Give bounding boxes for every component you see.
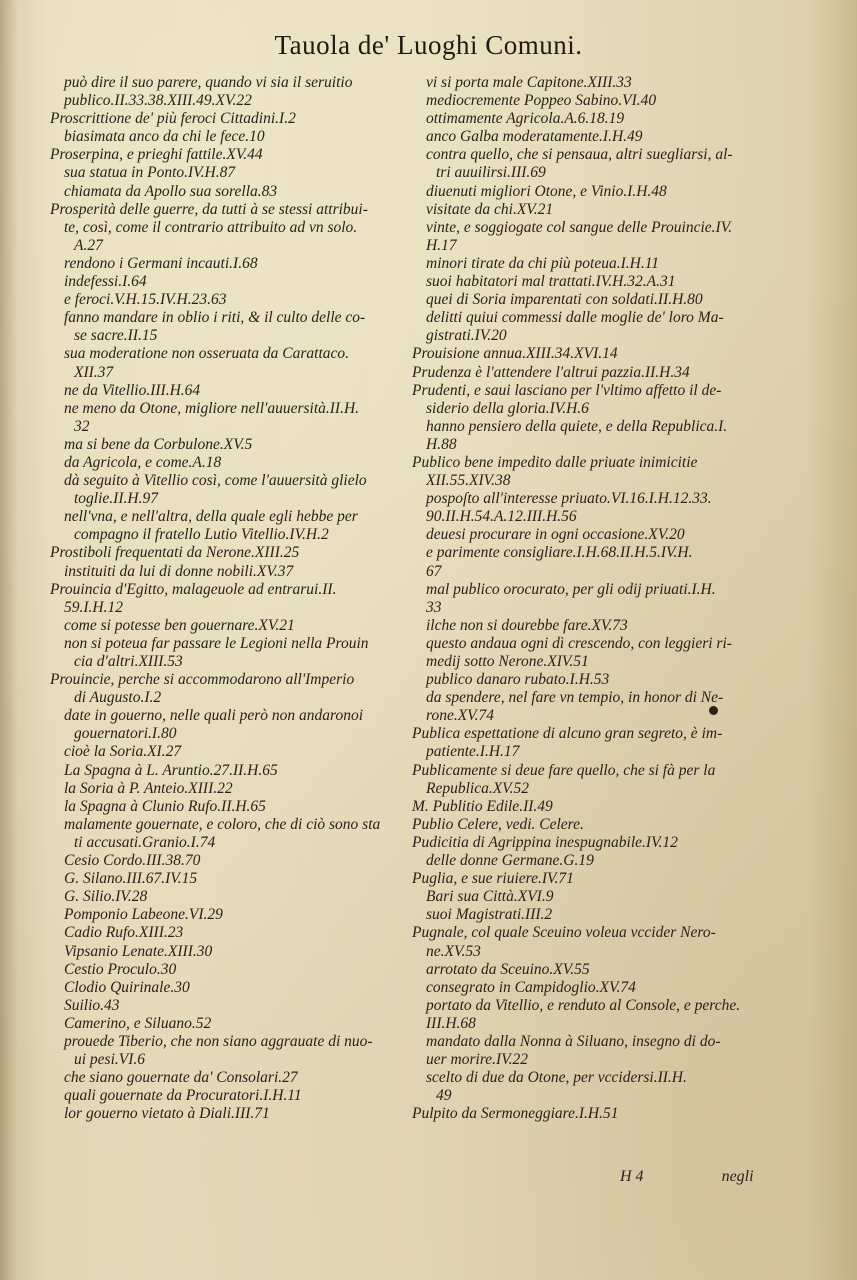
index-entry-left: può dire il suo parere, quando vi sia il seruitio	[64, 74, 353, 91]
index-entry-right: M. Publitio Edile.II.49	[412, 797, 553, 815]
index-entry-right: Pudicitia di Agrippina inespugnabile.IV.12	[412, 833, 678, 851]
index-entry-left: la Spagna à Clunio Rufo.II.H.65	[64, 797, 266, 815]
index-column-right	[412, 74, 792, 1123]
index-entry-right: ne.XV.53	[426, 942, 481, 960]
index-entry-right: diuenuti migliori Otone, e Vinio.I.H.48	[426, 182, 667, 200]
index-entry-left: ti accusati.Granio.I.74	[74, 833, 216, 851]
index-entry-right: Pugnale, col quale Sceuino voleua vccider Nero-	[412, 924, 716, 942]
index-entry-left: malamente gouernate, e coloro, che di ciò sono sta	[64, 815, 381, 833]
index-entry-right: Pulpito da Sermoneggiare.I.H.51	[412, 1105, 619, 1123]
index-entry-right: deuesi procurare in ogni occasione.XV.20	[426, 526, 685, 544]
index-entry-left: te, così, come il contrario attribuito ad vn solo.	[64, 218, 358, 236]
index-entry-left: biasimata anco da chi le fece.10	[64, 128, 265, 146]
index-entry-left: toglie.II.H.97	[74, 490, 158, 508]
index-entry-left: quali gouernate da Procuratori.I.H.11	[64, 1087, 302, 1105]
index-entry-left: prouede Tiberio, che non siano aggrauate di nuo-	[64, 1032, 373, 1050]
index-entry-left: che siano gouernate da' Consolari.27	[64, 1069, 298, 1087]
index-entry-left: ma si bene da Corbulone.XV.5	[64, 435, 253, 453]
index-column-left	[50, 74, 410, 1123]
index-entry-left: e feroci.V.H.15.IV.H.23.63	[64, 291, 227, 309]
index-entry-right: patiente.I.H.17	[426, 743, 520, 761]
index-entry-left: sua moderatione non osseruata da Carattaco.	[64, 345, 350, 363]
index-entry-right: Prudenti, e saui lasciano per l'vltimo affetto il de-	[412, 381, 722, 399]
index-entry-left: La Spagna à L. Aruntio.27.II.H.65	[64, 761, 278, 779]
index-entry-right: Republica.XV.52	[426, 779, 530, 797]
index-entry-right: questo andaua ogni dì crescendo, con leggieri ri-	[426, 634, 732, 652]
index-entry-right: tri auuilirsi.III.69	[436, 164, 546, 182]
index-entry-right: medij sotto Nerone.XIV.51	[426, 653, 589, 670]
index-entry-left: Suilio.43	[64, 996, 120, 1014]
ink-spot	[709, 706, 718, 715]
index-entry-left: chiamata da Apollo sua sorella.83	[64, 182, 278, 200]
index-entry-right: suoi Magistrati.III.2	[426, 906, 553, 924]
index-entry-left: Prostiboli frequentati da Nerone.XIII.25	[50, 544, 300, 562]
index-entry-right: quei di Soria imparentati con soldati.II.H.80	[426, 291, 703, 309]
index-entry-left: di Augusto.I.2	[74, 689, 162, 707]
index-entry-left: fanno mandare in oblio i riti, & il culto delle co-	[64, 309, 366, 327]
index-entry-right: Publico bene impedito dalle priuate inimicitie	[412, 453, 698, 471]
index-entry-right: uer morire.IV.22	[426, 1051, 529, 1069]
index-entry-left: Vipsanio Lenate.XIII.30	[64, 942, 213, 960]
index-entry-right: 49	[436, 1087, 452, 1105]
index-entry-right: minori tirate da chi più poteua.I.H.11	[426, 254, 660, 272]
index-entry-right: Puglia, e sue riuiere.IV.71	[412, 870, 574, 888]
index-entry-left: cioè la Soria.XI.27	[64, 743, 182, 761]
index-entry-right: rone.XV.74	[426, 707, 495, 725]
index-entry-left: Cestio Proculo.30	[64, 960, 177, 978]
index-entry-left: Proscrittione de' più feroci Cittadini.I.2	[50, 110, 296, 128]
index-entry-right: mandato dalla Nonna à Siluano, insegno di do-	[426, 1032, 721, 1050]
index-entry-right: Publicamente si deue fare quello, che si fà per la	[412, 761, 716, 779]
index-entry-left: Prouincie, perche si accommodarono all'Imperio	[50, 671, 355, 689]
index-entry-left: Clodio Quirinale.30	[64, 978, 190, 996]
index-entry-left: ne meno da Otone, migliore nell'auuersità.II.H.	[64, 399, 360, 417]
index-entry-left: nell'vna, e nell'altra, della quale egli hebbe per	[64, 508, 358, 526]
index-entry-right: Publio Celere, vedi. Celere.	[412, 815, 584, 833]
index-entry-right: 67	[426, 562, 442, 580]
index-entry-left: 32	[74, 417, 90, 435]
index-entry-right: Publica espettatione di alcuno gran segreto, è im-	[412, 725, 723, 743]
index-entry-right: H.88	[426, 435, 457, 453]
index-entry-right: III.H.68	[426, 1014, 476, 1032]
index-entry-right: 33	[426, 598, 442, 616]
index-entry-left: come si potesse ben gouernare.XV.21	[64, 616, 295, 634]
index-entry-right: visitate da chi.XV.21	[426, 200, 554, 218]
index-entry-left: non si poteua far passare le Legioni nella Prouin	[64, 634, 369, 652]
signature-mark: H 4	[620, 1168, 644, 1185]
index-entry-left: rendono i Germani incauti.I.68	[64, 254, 258, 272]
index-entry-left: Cesio Cordo.III.38.70	[64, 852, 201, 870]
index-entry-left: compagno il fratello Lutio Vitellio.IV.H.2	[74, 526, 329, 544]
index-entry-left: publico.II.33.38.XIII.49.XV.22	[64, 92, 252, 110]
page-gutter-shadow	[0, 0, 18, 1280]
index-entry-right: vinte, e soggiogate col sangue delle Prouincie.IV.	[426, 218, 733, 236]
index-entry-left: Pomponio Labeone.VI.29	[64, 906, 223, 924]
index-entry-left: Camerino, e Siluano.52	[64, 1014, 212, 1032]
index-entry-left: date in gouerno, nelle quali però non andaronoi	[64, 707, 364, 725]
index-entry-left: ui pesi.VI.6	[74, 1051, 146, 1069]
index-entry-right: Prudenza è l'attendere l'altrui pazzia.II.H.34	[412, 363, 690, 381]
index-entry-right: consegrato in Campidoglio.XV.74	[426, 978, 636, 996]
index-entry-right: ottimamente Agricola.A.6.18.19	[426, 110, 625, 128]
index-entry-left: Prouincia d'Egitto, malageuole ad entrarui.II.	[50, 580, 337, 598]
index-entry-right: anco Galba moderatamente.I.H.49	[426, 128, 643, 146]
index-entry-left: da Agricola, e come.A.18	[64, 453, 222, 471]
index-entry-right: arrotato da Sceuino.XV.55	[426, 960, 590, 978]
index-entry-right: mal publico orocurato, per gli odij priuati.I.H.	[426, 580, 716, 598]
index-entry-left: cia d'altri.XIII.53	[74, 653, 183, 670]
index-entry-right: suoi habitatori mal trattati.IV.H.32.A.31	[426, 273, 676, 291]
index-entry-left: se sacre.II.15	[74, 327, 158, 345]
index-entry-left: lor gouerno vietato à Diali.III.71	[64, 1105, 270, 1123]
index-entry-right: portato da Vitellio, e renduto al Console, e perche.	[426, 996, 741, 1014]
index-entry-left: indefessi.I.64	[64, 273, 147, 291]
index-entry-left: ne da Vitellio.III.H.64	[64, 381, 201, 399]
index-entry-right: Prouisione annua.XIII.34.XVI.14	[412, 345, 618, 363]
index-entry-right: Bari sua Città.XVI.9	[426, 888, 554, 906]
index-entry-right: gistrati.IV.20	[426, 327, 507, 345]
index-entry-left: G. Silio.IV.28	[64, 888, 148, 906]
index-entry-left: dà seguito à Vitellio così, come l'auuersità glielo	[64, 472, 367, 490]
index-entry-right: siderio della gloria.IV.H.6	[426, 399, 589, 417]
index-entry-left: A.27	[74, 236, 103, 254]
index-entry-right: mediocremente Poppeo Sabino.VI.40	[426, 92, 657, 110]
catchword: negli	[721, 1168, 754, 1185]
index-entry-left: la Soria à P. Anteio.XIII.22	[64, 779, 233, 797]
index-entry-right: pospoſto all'interesse priuato.VI.16.I.H.12.33.	[426, 490, 712, 508]
index-entry-right: hanno pensiero della quiete, e della Republica.I.	[426, 417, 728, 435]
index-entry-right: vi si porta male Capitone.XIII.33	[426, 74, 632, 91]
index-entry-left: Cadio Rufo.XIII.23	[64, 924, 184, 942]
page-title: Tauola de' Luoghi Comuni.	[274, 30, 583, 60]
index-entry-right: 90.II.H.54.A.12.III.H.56	[426, 508, 577, 526]
index-entry-left: G. Silano.III.67.IV.15	[64, 870, 198, 888]
index-entry-right: H.17	[426, 236, 457, 254]
index-entry-left: gouernatori.I.80	[74, 725, 177, 743]
index-entry-right: da spendere, nel fare vn tempio, in honor di Ne-	[426, 689, 724, 707]
page-footer	[620, 1168, 768, 1186]
index-entry-right: scelto di due da Otone, per vccidersi.II.H.	[426, 1069, 687, 1087]
index-entry-left: instituiti da lui di donne nobili.XV.37	[64, 562, 294, 580]
index-entry-right: contra quello, che si pensaua, altri suegliarsi, al-	[426, 146, 733, 164]
index-entry-right: e parimente consigliare.I.H.68.II.H.5.IV.H.	[426, 544, 693, 562]
index-entry-right: publico danaro rubato.I.H.53	[426, 671, 610, 689]
index-entry-right: XII.55.XIV.38	[426, 472, 511, 490]
index-entry-left: 59.I.H.12	[64, 598, 123, 616]
index-entry-left: sua statua in Ponto.IV.H.87	[64, 164, 236, 182]
index-entry-left: XII.37	[74, 363, 114, 381]
index-entry-left: Proserpina, e prieghi fattile.XV.44	[50, 146, 263, 164]
index-entry-right: delitti quiui commessi dalle moglie de' loro Ma-	[426, 309, 724, 327]
index-entry-right: ilche non si dourebbe fare.XV.73	[426, 616, 628, 634]
index-entry-left: Prosperità delle guerre, da tutti à se stessi attribui-	[50, 200, 368, 218]
index-entry-right: delle donne Germane.G.19	[426, 852, 594, 870]
